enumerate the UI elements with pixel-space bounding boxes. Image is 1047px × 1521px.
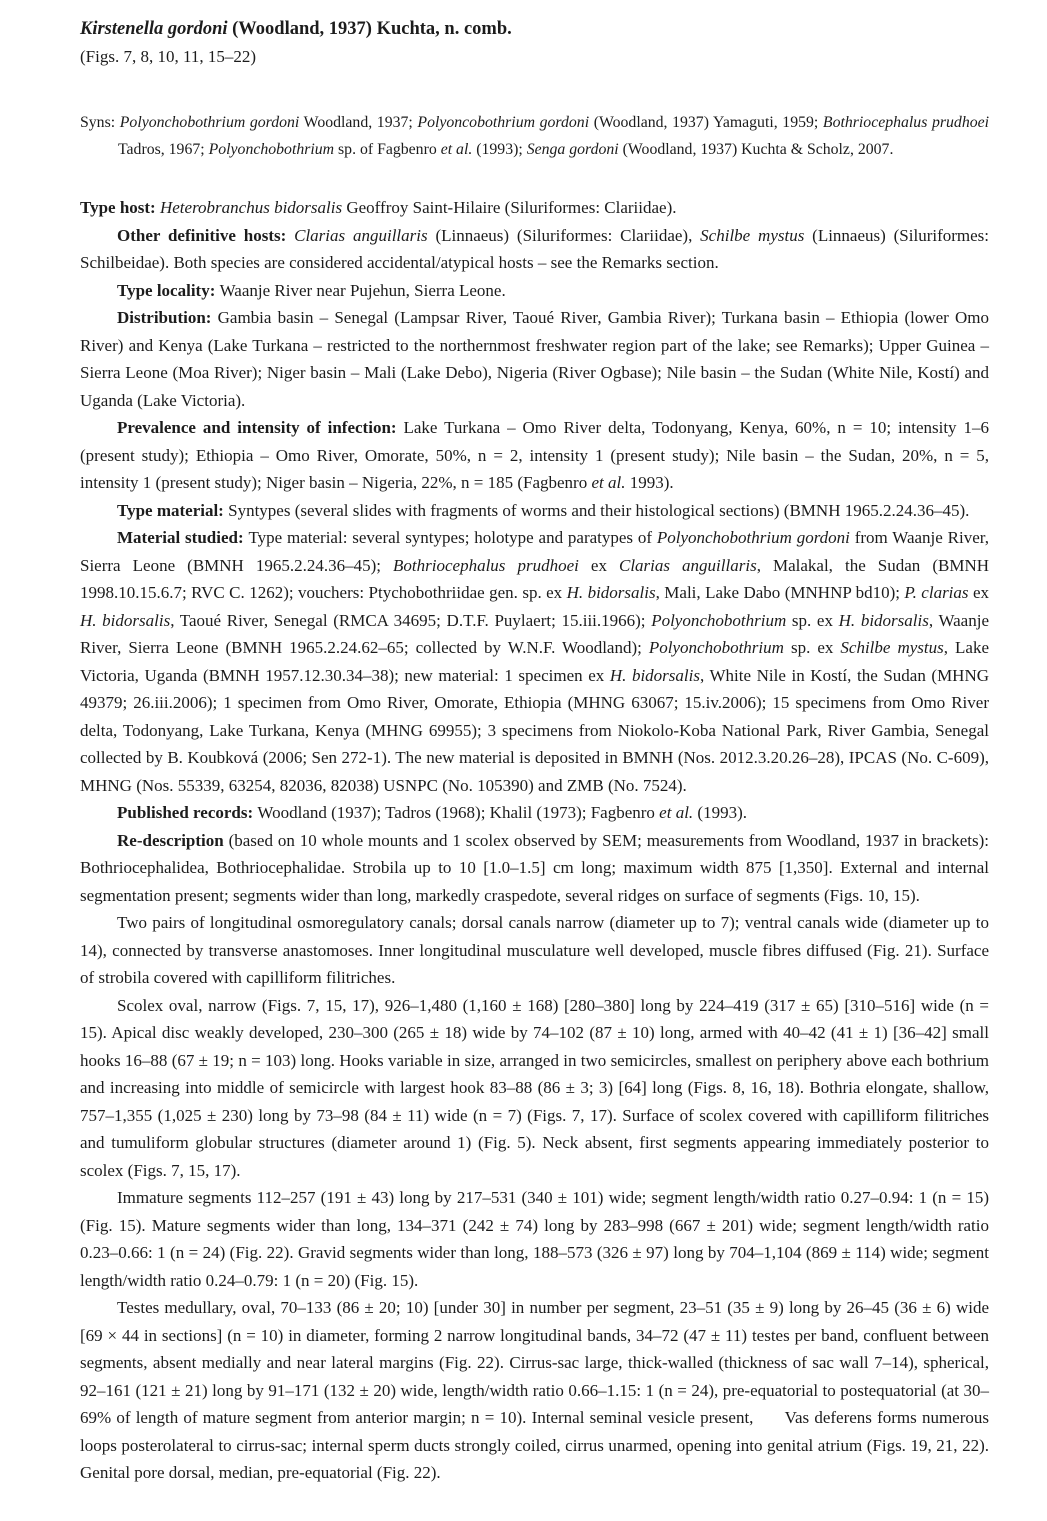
text-run: (Woodland, 1937) Yamaguti, 1959; — [589, 114, 823, 131]
text-run: P. clarias — [904, 583, 969, 602]
paragraph-other-definitive-hosts — [80, 222, 989, 277]
paragraph-redescription — [80, 827, 989, 910]
text-run: Immature segments 112–257 (191 ± 43) long by 217–531 (340 ± 101) wide; segment length/width ratio 0.27–0.94: 1 (n = 15) (Fig. 15). Mature segments wider than long, 134–371 (242 ± 74) long by 283–998 (667 ± 201) wide; segment length/width ratio 0.23–0.66: 1 (n = 24) (Fig. 22). Gravid segments wider than long, 188–573 (326 ± 97) long by 704–1,104 (869 ± 114) wide; segment length/width ratio 0.24–0.79: 1 (n = 20) (Fig. 15). — [80, 1188, 989, 1290]
text-run: Bothriocephalus prudhoei — [822, 114, 990, 131]
text-run: Type locality: — [117, 280, 220, 300]
text-run: (1993). — [693, 803, 747, 822]
text-run: Re-description — [117, 830, 229, 850]
text-run: Distribution: — [117, 308, 218, 327]
text-run: Woodland, 1937; — [299, 114, 418, 131]
text-run: Published records: — [117, 803, 258, 822]
text-run: Type material: — [117, 500, 229, 520]
text-run: et al. — [440, 140, 473, 158]
text-run: Other definitive hosts: — [117, 225, 295, 245]
text-run: Two pairs of longitudinal osmoregulatory canals; dorsal canals narrow (diameter up to 7); ventral canals wide (diameter up to 14), connected by transverse anastomoses. Inner longitudinal musculature well developed, muscle fibres diffused (Fig. 21). Surface of strobila covered with capilliform filitriches. — [80, 913, 989, 987]
text-run: Material studied: — [117, 528, 249, 547]
text-run: Gambia basin – Senegal (Lampsar River, Taoué River, Gambia River); Turkana basin – Ethiopia (lower Omo River) and Kenya (Lake Turkana – restricted to the northernmost freshwater region part of the lake; see Remarks); Upper Guinea – Sierra Leone (Moa River); Niger basin – Mali (Lake Debo), Nigeria (River Ogbase); Nile basin – the Sudan (White Nile, Kostí) and Uganda (Lake Victoria). — [80, 308, 989, 410]
text-run: (Linnaeus) (Siluriformes: Clariidae), — [427, 225, 701, 245]
paragraph-segments — [80, 1184, 989, 1294]
text-run: Woodland (1937); Tadros (1968); Khalil (1973); Fagbenro — [257, 803, 660, 822]
text-run: Type material: several syntypes; holotype and paratypes of — [248, 528, 657, 547]
text-run: 1993). — [625, 473, 674, 492]
text-run: Polyonchobothrium gordoni — [119, 114, 300, 131]
paragraph-type-locality — [80, 277, 989, 305]
paragraph-type-material — [80, 497, 989, 525]
paragraph-testes — [80, 1294, 989, 1487]
text-run: Syntypes (several slides with fragments of worms and their histological sections) (BMNH 1965.2.24.36–45). — [228, 500, 970, 520]
description-body — [80, 194, 989, 1487]
text-run: sp. ex — [786, 610, 839, 630]
text-run: H. bidorsalis — [80, 610, 171, 630]
synonyms-list — [80, 110, 989, 163]
text-run: (Woodland, 1937) Kuchta & Scholz, 2007. — [618, 140, 894, 158]
text-run: Tadros, 1967; — [118, 140, 209, 158]
text-run: ex — [968, 583, 990, 602]
text-run: Heterobranchus bidorsalis — [159, 198, 343, 217]
paragraph-published-records — [80, 799, 989, 827]
text-run: , White Nile in Kostí, the Sudan (MHNG 49379; 26.iii.2006); 1 specimen from Omo River, Omorate, Ethiopia (MHNG 63067; 15.iv.2006); 15 specimens from Omo River delta, Todonyang, Lake Turkana, Kenya (MHNG 69955); 3 specimens from Niokolo-Koba National Park, River Gambia, Senegal collected by B. Koubková (2006; Sen 272-1). The new material is deposited in BMNH (Nos. 2012.3.20.26–28), IPCAS (No. C-609), MHNG (Nos. 55339, 63254, 82036, 82038) USNPC (No. 105390) and ZMB (No. 7524). — [80, 665, 990, 795]
species-title — [80, 16, 989, 42]
text-run: , Waanje River, Sierra Leone (BMNH 1965.2.24.62–65; collected by W.N.F. Woodland); — [80, 610, 989, 657]
text-run: Testes medullary, oval, 70–133 (86 ± 20; 10) [under 30] in number per segment, 23–51 (35 ± 9) long by 26–45 (36 ± 6) wide [69 × 44 in sections] (n = 10) in diameter, forming 2 narrow longitudinal bands, 34–72 (47 ± 11) testes per band, confluent between segments, absent medially and near lateral margins (Fig. 22). Cirrus-sac large, thick-walled (thickness of sac wall 7–14), spherical, 92–161 (121 ± 21) long by 91–171 (132 ± 20) wide, length/width ratio 0.66–1.15: 1 (n = 24), pre-equatorial to postequatorial (at 30–69% of length of mature segment from anterior margin; n = 10). Internal seminal vesicle present, Vas deferens forms numerous loops posterolateral to cirrus-sac; internal sperm ducts strongly coiled, cirrus unarmed, opening into genital atrium (Figs. 19, 21, 22). Genital pore dorsal, median, pre-equatorial (Fig. 22). — [80, 1298, 989, 1482]
text-run: Polyoncobothrium gordoni — [417, 114, 590, 131]
text-run: Polyonchobothrium — [648, 638, 784, 657]
text-run: Geoffroy Saint-Hilaire (Siluriformes: Clariidae). — [342, 198, 677, 217]
text-run: Schilbe mystus — [700, 225, 805, 245]
text-run: (based on 10 whole mounts and 1 scolex observed by SEM; measurements from Woodland, 1937 in brackets): Bothriocephalidea, Bothriocephalidae. Strobila up to 10 [1.0–1.5] cm long; maximum width 875 [1,350]. External and internal segmentation present; segments wider than long, markedly craspedote, several ridges on surface of segments (Figs. 10, 15). — [80, 830, 989, 905]
text-run: sp. ex — [783, 638, 841, 657]
text-run: Scolex oval, narrow (Figs. 7, 15, 17), 926–1,480 (1,160 ± 168) [280–380] long by 224–419 (317 ± 65) [310–516] wide (n = 15). Apical disc weakly developed, 230–300 (265 ± 18) wide by 74–102 (87 ± 10) long, armed with 40–42 (41 ± 1) [36–42] small hooks 16–88 (67 ± 19; n = 103) long. Hooks variable in size, arranged in two semicircles, smallest on periphery above each bothrium and increasing into middle of semicircle with largest hook 83–88 (86 ± 3; 3) [64] long (Figs. 8, 16, 18). Bothria elongate, shallow, 757–1,355 (1,025 ± 230) long by 73–98 (84 ± 11) wide (n = 7) (Figs. 7, 17). Surface of scolex covered with capilliform filitriches and tumuliform globular structures (diameter around 1) (Fig. 5). Neck absent, first segments appearing immediately posterior to scolex (Figs. 7, 15, 17). — [80, 995, 989, 1180]
text-run: Clarias anguillaris — [619, 555, 757, 575]
paragraph-scolex — [80, 992, 989, 1185]
text-run: Senga gordoni — [526, 140, 619, 158]
text-run: Lake Turkana – Omo River delta, Todonyang, Kenya, 60%, n = 10; intensity 1–6 (present study); Ethiopia – Omo River, Omorate, 50%, n = 2, intensity 1 (present study); Nile basin – the Sudan, 20%, n = 5, intensity 1 (present study); Niger basin – Nigeria, 22%, n = 185 (Fagbenro — [80, 418, 989, 492]
paragraph-material-studied — [80, 524, 989, 799]
text-run: Kirstenella gordoni — [80, 19, 228, 39]
paragraph-type-host — [80, 194, 989, 222]
text-run: , Lake Victoria, Uganda (BMNH 1957.12.30.34–38); new material: 1 specimen ex — [80, 638, 989, 685]
paragraph-osmoregulatory-canals — [80, 909, 989, 992]
text-run: Bothriocephalus prudhoei — [393, 555, 579, 575]
text-run: Type host: — [80, 198, 160, 217]
text-run: (1993); — [472, 140, 527, 158]
text-run: Polyonchobothrium gordoni — [656, 528, 850, 547]
text-run: sp. of Fagbenro — [334, 140, 441, 158]
figures-reference: (Figs. 7, 8, 10, 11, 15–22) — [80, 47, 256, 66]
text-run: et al. — [659, 803, 694, 822]
text-run: from Waanje River, Sierra Leone (BMNH 1965.2.24.36–45); — [80, 528, 989, 575]
text-run: , Taoué River, Senegal (RMCA 34695; D.T.F. Puylaert; 15.iii.1966); — [170, 610, 652, 630]
text-run: ex — [578, 555, 619, 575]
text-run: , Malakal, the Sudan (BMNH 1998.10.15.6.7; RVC C. 1262); vouchers: Ptychobothriidae gen. sp. ex — [80, 555, 990, 602]
text-run: Clarias anguillaris — [294, 225, 428, 245]
text-run: H. bidorsalis — [609, 665, 700, 685]
text-run: H. bidorsalis — [838, 610, 929, 630]
paragraph-distribution — [80, 304, 989, 414]
text-run: (Linnaeus) (Siluriformes: Schilbeidae). Both species are considered accidental/atypical hosts – see the Remarks section. — [80, 225, 990, 272]
text-run: Polyonchobothrium — [208, 140, 335, 158]
text-run: , Mali, Lake Dabo (MNHNP bd10); — [655, 583, 905, 602]
text-run: Waanje River near Pujehun, Sierra Leone. — [219, 280, 506, 300]
text-run: et al. — [591, 473, 626, 492]
text-run: (Woodland, 1937) Kuchta, n. comb. — [227, 19, 512, 39]
paragraph-prevalence-intensity — [80, 414, 989, 497]
text-run: Syns: — [80, 114, 120, 131]
text-run: Schilbe mystus — [840, 638, 944, 657]
text-run: H. bidorsalis — [566, 583, 656, 602]
text-run: Prevalence and intensity of infection: — [117, 418, 404, 437]
text-run: Polyonchobothrium — [651, 610, 787, 630]
